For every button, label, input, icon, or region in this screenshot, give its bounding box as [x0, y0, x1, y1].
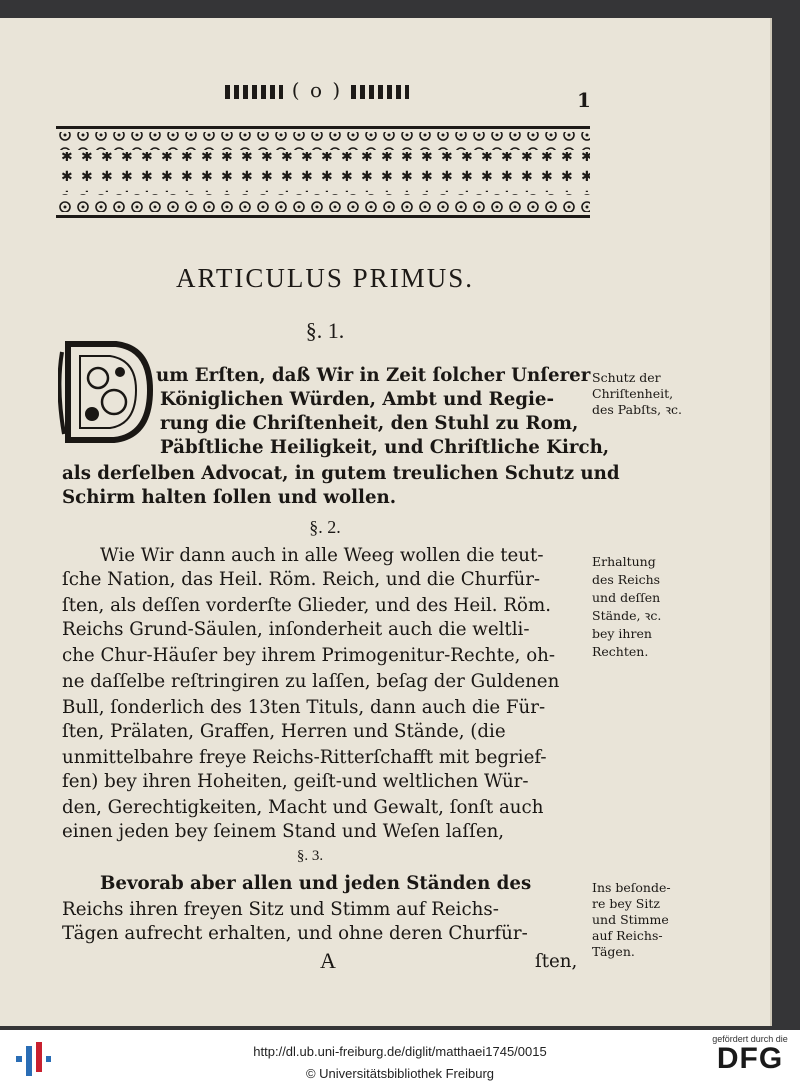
s1-line-6: Schirm halten ſollen und wollen. [62, 487, 397, 508]
section-1-mark: §. 1. [305, 318, 345, 343]
s2-margin-2: des Reichs [592, 572, 661, 587]
s1-margin-3: des Pabſts, ꝛc. [592, 402, 683, 417]
s2-margin-4: Stände, ꝛc. [592, 608, 662, 623]
header-mark: o [309, 78, 325, 102]
funding-text: gefördert durch die [712, 1034, 788, 1044]
s2-line-8: ſten, Prälaten, Graffen, Herren und Stände, (die [62, 721, 506, 742]
catchword: ſten, [535, 951, 578, 972]
s1-line-1: um Erſten, daß Wir in Zeit ſolcher Unſerer [156, 365, 591, 386]
running-header [222, 78, 412, 106]
viewer-footer [0, 1030, 800, 1086]
dfg-logo [705, 1034, 795, 1074]
page-number: 1 [577, 88, 591, 112]
s2-line-4: Reichs Grund-Säulen, inſonderheit auch die weltli- [62, 619, 530, 640]
s1-line-5: als derſelben Advocat, in gutem treulichen Schutz und [62, 463, 620, 484]
document-url[interactable]: http://dl.ub.uni-freiburg.de/diglit/matthaei1745/0015 [253, 1044, 547, 1059]
section-3-mark: §. 3. [296, 848, 324, 864]
s3-margin-1: Ins beſonde- [592, 880, 671, 895]
s2-margin-3: und deſſen [592, 590, 661, 605]
dfg-logo-text: DFG [716, 1042, 784, 1075]
s1-line-3: rung die Chriſtenheit, den Stuhl zu Rom, [160, 413, 579, 434]
s2-line-7: Bull, ſonderlich des 13ten Tituls, dann auch die Für- [62, 697, 546, 718]
article-title: ARTICULUS PRIMUS. [176, 263, 474, 293]
s2-line-11: den, Gerechtigkeiten, Macht und Gewalt, ſonſt auch [62, 797, 544, 818]
s3-line-1: Bevorab aber allen und jeden Ständen des [100, 873, 532, 894]
s2-line-12: einen jeden bey ſeinem Stand und Weſen laſſen, [62, 821, 505, 842]
s3-line-2: Reichs ihren freyen Sitz und Stimm auf Reichs- [62, 899, 499, 920]
header-close-paren: ) [332, 78, 343, 102]
s2-margin-1: Erhaltung [592, 554, 656, 569]
s2-line-9: unmittelbahre freye Reichs-Ritterſchafft mit begrief- [62, 747, 547, 768]
ornamental-border [56, 126, 590, 218]
s3-margin-4: auf Reichs- [592, 928, 663, 943]
s2-line-1: Wie Wir dann auch in alle Weeg wollen die teut- [100, 545, 544, 566]
s1-margin-2: Chriſtenheit, [592, 386, 674, 401]
s2-line-5: che Chur-Häuſer bey ihrem Primogenitur-Rechte, oh- [62, 645, 556, 666]
header-ornament-left [225, 85, 283, 99]
s1-margin-1: Schutz der [592, 370, 661, 385]
s3-margin-5: Tägen. [592, 944, 635, 959]
copyright-notice: © Universitätsbibliothek Freiburg [305, 1066, 495, 1081]
s1-line-2: Königlichen Würden, Ambt und Regie- [160, 389, 555, 410]
s1-line-4: Päbſtliche Heiligkeit, und Chriſtliche Kirch, [160, 437, 610, 458]
section-2-mark: §. 2. [309, 517, 341, 537]
s3-margin-3: und Stimme [592, 912, 669, 927]
s2-margin-6: Rechten. [592, 644, 649, 659]
header-ornament-right [351, 85, 409, 99]
s2-line-10: fen) bey ihren Hoheiten, geiſt-und weltlichen Wür- [62, 771, 529, 792]
s2-margin-5: bey ihren [592, 626, 652, 641]
signature-mark: A [320, 948, 336, 973]
decorated-initial-d [58, 338, 156, 444]
s3-margin-2: re bey Sitz [592, 896, 660, 911]
s2-line-3: ſten, als deſſen vorderſte Glieder, und des Heil. Röm. [62, 595, 552, 616]
header-open-paren: ( [291, 78, 302, 102]
s2-line-2: ſche Nation, das Heil. Röm. Reich, und die Churfür- [62, 569, 541, 590]
s3-line-3: Tägen aufrecht erhalten, und ohne deren Churfür- [62, 923, 528, 944]
s2-line-6: ne daſſelbe reſtringiren zu laſſen, beſag der Guldenen [62, 671, 560, 692]
